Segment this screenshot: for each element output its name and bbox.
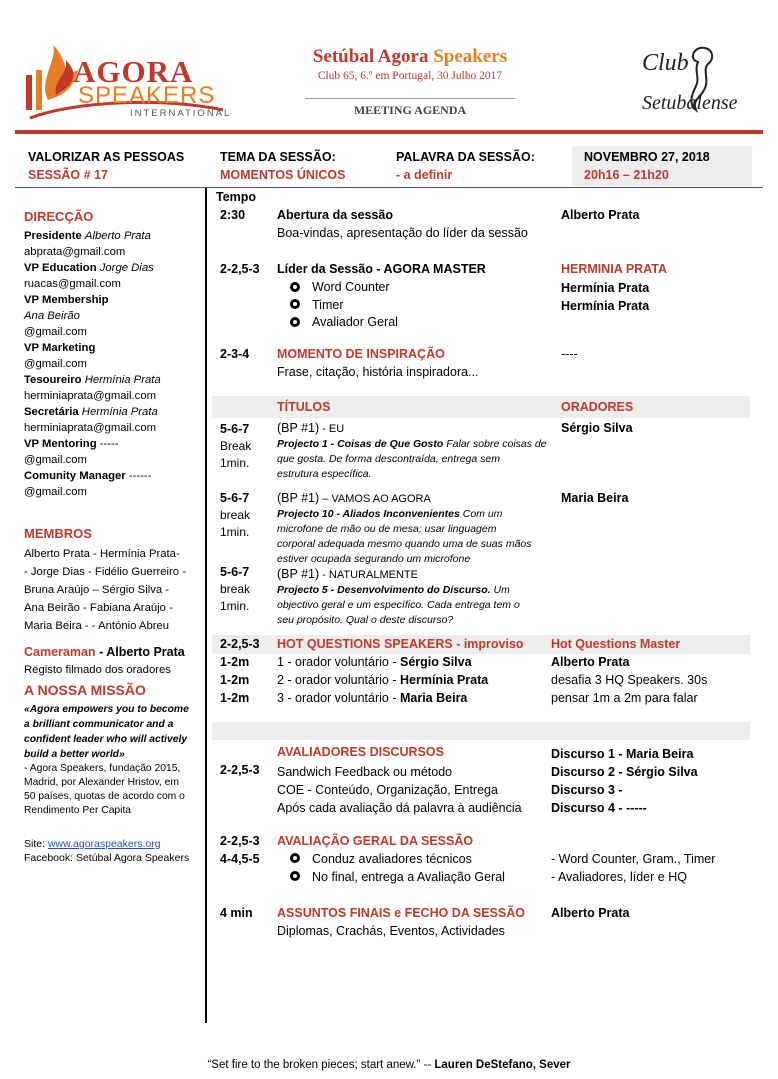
general-time: 2-2,5-3	[220, 834, 260, 848]
inspiration-desc: Frase, citação, história inspiradora...	[277, 365, 479, 379]
speech-project: Projecto 10 - Aliados Inconvenientes Com um microfone de mão ou de mesa; usar linguagem corporal adequada mesmo quando uma de suas mãos estiver ocupada segurando um microfone	[277, 508, 532, 565]
closing-title: ASSUNTOS FINAIS e FECHO DA SESSÃO	[277, 906, 525, 920]
header-divider	[15, 130, 763, 134]
general-time2: 4-4,5-5	[220, 852, 260, 866]
inspiration-title: MOMENTO DE INSPIRAÇÃO	[277, 347, 445, 361]
hq-row-time: 1-2m	[220, 655, 250, 669]
evaluators-title: AVALIADORES DISCURSOS	[277, 745, 444, 759]
evaluators-spacer-bg	[212, 722, 750, 740]
flame-figure-icon	[26, 45, 78, 110]
logo-international-text: INTERNATIONAL	[130, 108, 232, 119]
opening-who: Alberto Prata	[561, 208, 640, 222]
speech-time-block: 5-6-7 break 1min.	[220, 565, 251, 613]
cameraman-line: Cameraman - Alberto Prata	[24, 645, 185, 659]
bullet-icon	[290, 299, 300, 309]
evaluators-right: Discurso 1 - Maria Beira Discurso 2 - Sérgio Silva Discurso 3 - Discurso 4 - -----	[551, 747, 698, 815]
closing-time: 4 min	[220, 906, 253, 920]
role-line: Presidente Alberto Prata	[24, 230, 151, 242]
evaluators-desc: Sandwich Feedback ou método COE - Conteúdo, Organização, Entrega Após cada avaliação dá palavra à audiência	[277, 765, 522, 815]
speech-who: Sérgio Silva	[561, 421, 633, 435]
role-line: VP Education Jorge Dias	[24, 262, 154, 274]
role-name: Ana Beirão	[24, 310, 80, 322]
hq-row-right: pensar 1m a 2m para falar	[551, 691, 698, 705]
leader-item: Word Counter	[312, 280, 390, 294]
speech-project: Projecto 5 - Desenvolvimento do Discurso. Um objectivo geral e um específico. Cada entrega tem o seu propósito. Qual o deste discurso?	[277, 584, 520, 626]
role-email: @gmail.com	[24, 326, 87, 338]
info-word-heading: PALAVRA DA SESSÃO:	[396, 150, 535, 164]
role-email: herminiaprata@gmail.com	[24, 390, 157, 402]
missao-quote: «Agora empowers you to become a brilliant communicator and a confident leader who will actively build a better world»	[24, 704, 189, 760]
hq-row-text: 1 - orador voluntário - Sérgio Silva	[277, 655, 472, 669]
inspiration-who: ----	[561, 347, 578, 361]
leader-item-who: Hermínia Prata	[561, 281, 650, 295]
logo-club-text: Club	[642, 50, 689, 76]
agora-speakers-logo	[18, 40, 232, 130]
club-subtitle: Club 65, 6.º em Portugal, 30 Julho 2017	[317, 70, 503, 82]
leader-item: Avaliador Geral	[312, 315, 398, 329]
general-right: - Avaliadores, líder e HQ	[551, 870, 687, 884]
hq-title: HOT QUESTIONS SPEAKERS - improviso	[277, 637, 524, 651]
site-line: Site: www.agoraspeakers.org	[24, 838, 161, 850]
logo-speakers-text: SPEAKERS	[78, 82, 216, 109]
hq-time: 2-2,5-3	[220, 637, 260, 651]
closing-who: Alberto Prata	[551, 906, 630, 920]
missao-source: - Agora Speakers, fundação 2015, Madrid, por Alexander Hristov, em 50 países, quotas de acordo com o Rendimento Per Capita	[24, 763, 185, 816]
agenda-rule	[305, 98, 515, 99]
opening-time: 2:30	[220, 208, 246, 222]
role-line: Secretária Hermínia Prata	[24, 406, 158, 418]
bullet-icon	[290, 317, 300, 327]
direccao-heading: DIRECÇÃO	[24, 209, 94, 224]
leader-item-who: Hermínia Prata	[561, 299, 650, 313]
info-date: NOVEMBRO 27, 2018	[584, 150, 710, 164]
role-line: VP Mentoring -----	[24, 438, 119, 450]
leader-title: Líder da Sessão - AGORA MASTER	[277, 262, 486, 276]
role-email: abprata@gmail.com	[24, 246, 126, 258]
logo-agora-text: AGORA	[73, 54, 194, 89]
membros-list: Alberto Prata - Hermínia Prata- - Jorge Dias - Fidélio Guerreiro - Bruna Araújo – Sérgio Silva - Ana Beirão - Fabiana Araújo - Maria Beira - - António Abreu	[24, 548, 186, 632]
opening-title: Abertura da sessão	[277, 208, 394, 222]
general-item: No final, entrega a Avaliação Geral	[312, 870, 505, 884]
hq-row-time: 1-2m	[220, 691, 250, 705]
site-link[interactable]: www.agoraspeakers.org	[47, 838, 161, 850]
cameraman-note: Registo filmado dos oradores	[24, 664, 171, 676]
info-theme-value: MOMENTOS ÚNICOS	[220, 168, 346, 182]
leader-time: 2-2,5-3	[220, 262, 260, 276]
role-line: Comunity Manager ------	[24, 470, 152, 482]
column-divider	[205, 188, 207, 1023]
closing-desc: Diplomas, Crachás, Eventos, Actividades	[277, 924, 505, 938]
hq-row-right: desafia 3 HQ Speakers. 30s	[551, 673, 708, 687]
speech-project: Projecto 1 - Coisas de Que Gosto Falar sobre coisas de que gosta. De forma descontraída, entrega sem estrutura específica.	[277, 438, 547, 480]
facebook-line: Facebook: Setúbal Agora Speakers	[24, 852, 190, 864]
speech-bp: (BP #1) - NATURALMENTE	[277, 567, 418, 581]
info-theme-heading: TEMA DA SESSÃO:	[220, 150, 336, 164]
info-time-range: 20h16 – 21h20	[584, 168, 669, 182]
hq-who: Hot Questions Master	[551, 637, 681, 651]
role-line: Tesoureiro Hermínia Prata	[24, 374, 161, 386]
titles-heading: TÍTULOS	[277, 400, 331, 414]
role-email: ruacas@gmail.com	[24, 278, 121, 290]
footer-quote: “Set fire to the broken pieces; start anew.” -- Lauren DeStefano, Sever	[207, 1059, 571, 1071]
tempo-label: Tempo	[216, 190, 257, 204]
hq-row-right: Alberto Prata	[551, 655, 630, 669]
membros-heading: MEMBROS	[24, 526, 92, 541]
info-session-number: SESSÃO # 17	[28, 168, 108, 182]
role-line: VP Membership	[24, 294, 109, 306]
bullet-icon	[290, 871, 300, 881]
role-email: @gmail.com	[24, 454, 87, 466]
bullet-icon	[290, 853, 300, 863]
bullet-icon	[290, 282, 300, 292]
hq-row-text: 3 - orador voluntário - Maria Beira	[277, 691, 468, 705]
meeting-agenda-label: MEETING AGENDA	[353, 103, 467, 117]
role-line: VP Marketing	[24, 342, 96, 354]
hq-row-time: 1-2m	[220, 673, 250, 687]
general-item: Conduz avaliadores técnicos	[312, 852, 472, 866]
info-mission-heading: VALORIZAR AS PESSOAS	[28, 150, 185, 164]
leader-who: HERMINIA PRATA	[561, 262, 668, 276]
info-divider	[15, 187, 763, 188]
speech-time-block: 5-6-7 Break 1min.	[220, 422, 252, 470]
role-email: @gmail.com	[24, 358, 87, 370]
inspiration-time: 2-3-4	[220, 347, 250, 361]
logo-setubalense-text: Setubalense	[642, 92, 738, 114]
speech-who: Maria Beira	[561, 491, 629, 505]
evaluators-time: 2-2,5-3	[220, 763, 260, 777]
opening-desc: Boa-vindas, apresentação do líder da sessão	[277, 226, 528, 240]
club-title: Setúbal Agora Speakers	[312, 46, 508, 67]
speech-bp: (BP #1) - EU	[277, 421, 345, 435]
hq-row-text: 2 - orador voluntário - Hermínia Prata	[277, 673, 489, 687]
role-email: @gmail.com	[24, 486, 87, 498]
club-setubalense-logo	[630, 40, 750, 125]
speech-time-block: 5-6-7 break 1min.	[220, 491, 251, 539]
direccao-list	[24, 228, 204, 500]
speech-bp: (BP #1) – VAMOS AO AGORA	[277, 491, 431, 505]
missao-heading: A NOSSA MISSÃO	[24, 682, 146, 698]
leader-item: Timer	[312, 298, 344, 312]
general-right: - Word Counter, Gram., Timer	[551, 852, 716, 866]
general-title: AVALIAÇÃO GERAL DA SESSÃO	[277, 834, 474, 848]
speakers-heading: ORADORES	[561, 400, 634, 414]
role-email: herminiaprata@gmail.com	[24, 422, 157, 434]
info-word-value: - a definir	[396, 168, 453, 182]
